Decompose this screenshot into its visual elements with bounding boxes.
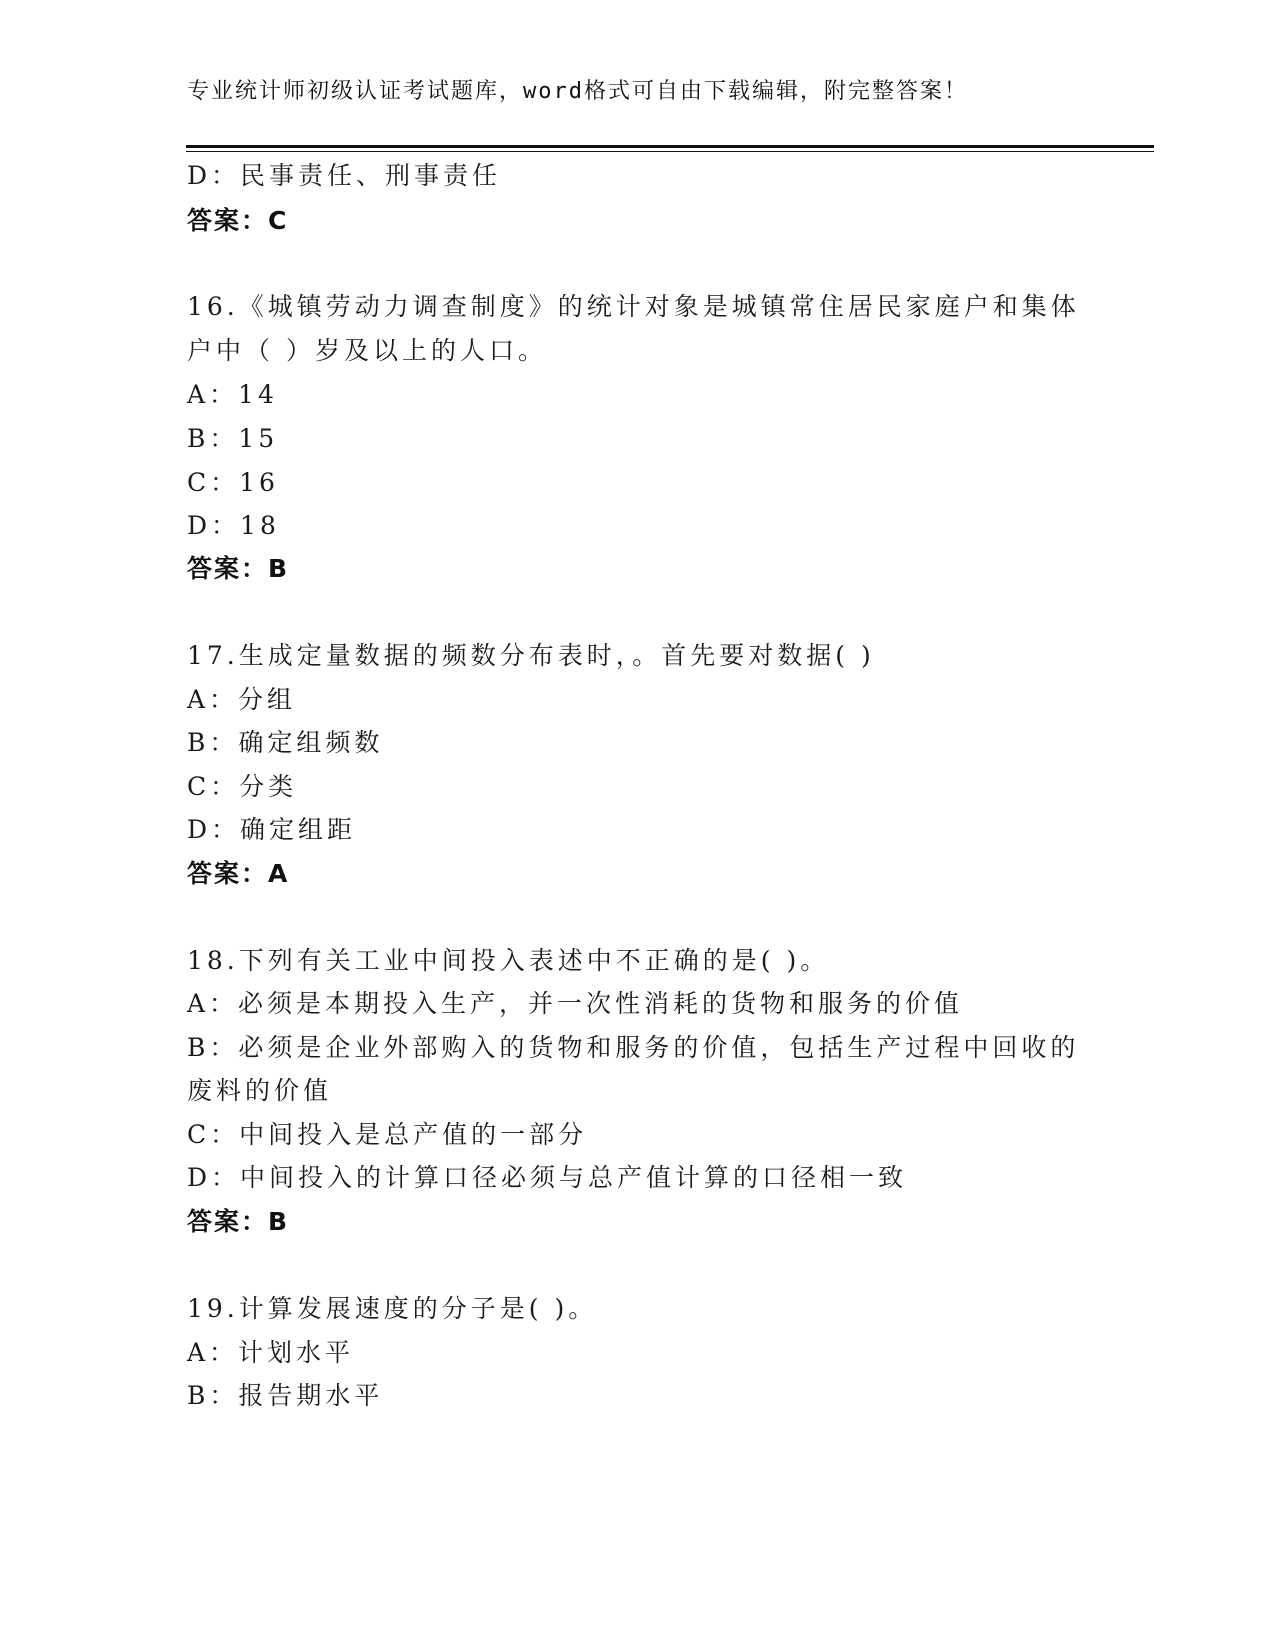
q19-stem: 19.计算发展速度的分子是( )。 <box>187 1294 598 1323</box>
q16-stem-line1: 16.《城镇劳动力调查制度》的统计对象是城镇常住居民家庭户和集体 <box>187 292 1080 321</box>
q18-option-c: C：中间投入是总产值的一部分 <box>187 1120 588 1149</box>
prev-answer: 答案：C <box>187 206 289 235</box>
q17-option-c: C：分类 <box>187 772 298 801</box>
q17-option-a: A：分组 <box>187 685 297 714</box>
q18-stem: 18.下列有关工业中间投入表述中不正确的是( )。 <box>187 946 830 975</box>
prev-option-d: D：民事责任、刑事责任 <box>187 161 502 190</box>
q18-option-d: D：中间投入的计算口径必须与总产值计算的口径相一致 <box>187 1163 908 1192</box>
q17-option-b: B：确定组频数 <box>187 728 384 757</box>
q16-option-c: C：16 <box>187 468 279 497</box>
header-rule-thin <box>186 151 1154 152</box>
q16-answer: 答案：B <box>187 554 290 583</box>
q18-answer: 答案：B <box>187 1207 290 1236</box>
header-rule-thick <box>186 145 1154 148</box>
page-header: 专业统计师初级认证考试题库，word格式可自由下载编辑，附完整答案！ <box>187 79 968 104</box>
q18-option-b-line2: 废料的价值 <box>187 1076 333 1105</box>
q18-option-b-line1: B：必须是企业外部购入的货物和服务的价值，包括生产过程中回收的 <box>187 1033 1080 1062</box>
q16-stem-line2: 户中（ ）岁及以上的人口。 <box>187 336 547 365</box>
q17-option-d: D：确定组距 <box>187 815 357 844</box>
q16-option-b: B：15 <box>187 424 279 453</box>
q19-option-b: B：报告期水平 <box>187 1381 384 1410</box>
q16-option-d: D：18 <box>187 511 280 540</box>
q17-stem: 17.生成定量数据的频数分布表时，。首先要对数据( ) <box>187 641 875 670</box>
q19-option-a: A：计划水平 <box>187 1338 355 1367</box>
q18-option-a: A：必须是本期投入生产，并一次性消耗的货物和服务的价值 <box>187 989 964 1018</box>
q17-answer: 答案：A <box>187 859 290 888</box>
q16-option-a: A：14 <box>187 380 278 409</box>
